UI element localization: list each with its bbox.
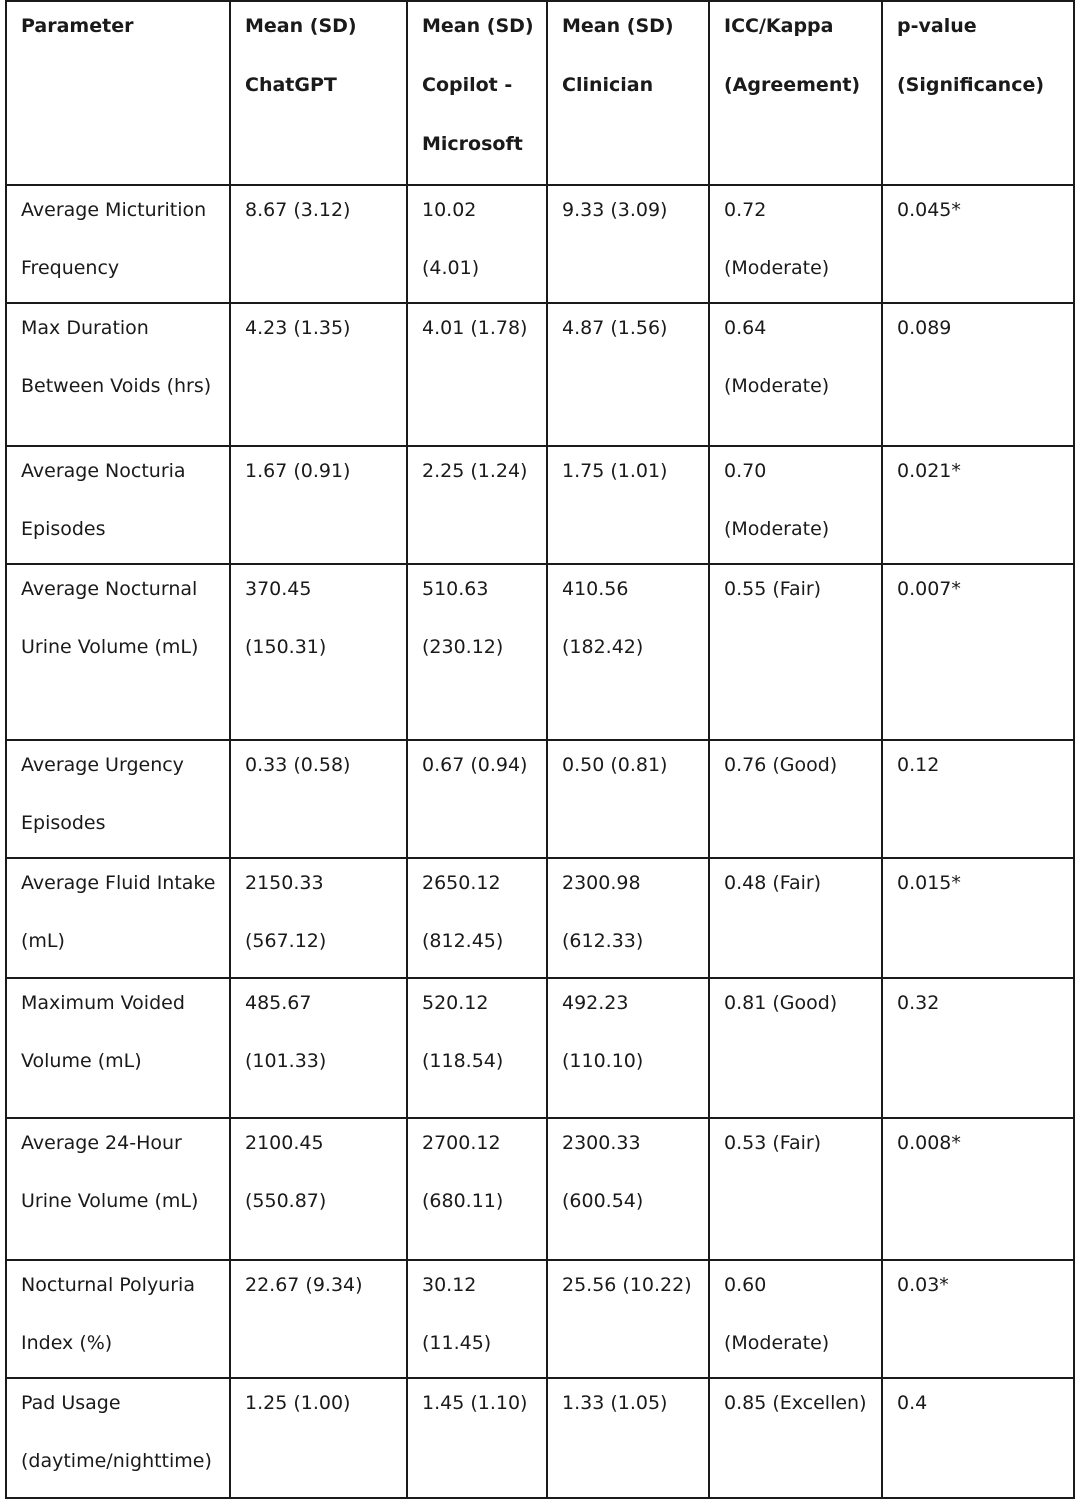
cell-agreement (709, 446, 882, 564)
cell-agreement (709, 740, 882, 858)
cell-copilot (407, 978, 547, 1118)
cell-text: 2100.45 (550.87) (245, 1132, 327, 1212)
cell-agreement (709, 303, 882, 446)
cell-chatgpt (230, 978, 407, 1118)
cell-p-value (882, 446, 1074, 564)
cell-parameter (6, 1118, 230, 1260)
cell-text: 0.03* (897, 1274, 949, 1296)
cell-text: 0.55 (Fair) (724, 578, 822, 600)
cell-chatgpt (230, 1260, 407, 1378)
cell-text: 0.045* (897, 199, 961, 221)
table-row (6, 858, 1074, 978)
cell-copilot (407, 564, 547, 740)
cell-clinician (547, 185, 709, 303)
cell-text: 9.33 (3.09) (562, 199, 668, 221)
cell-p-value (882, 1378, 1074, 1498)
table-row (6, 446, 1074, 564)
cell-text: 0.53 (Fair) (724, 1132, 822, 1154)
cell-parameter (6, 303, 230, 446)
cell-text: 0.85 (Excellen) (724, 1392, 867, 1414)
cell-text: 10.02 (4.01) (422, 199, 480, 279)
cell-chatgpt (230, 185, 407, 303)
header-copilot (407, 1, 547, 185)
cell-text: Pad Usage (daytime/nighttime) (21, 1392, 212, 1472)
cell-agreement (709, 1260, 882, 1378)
cell-text: 1.75 (1.01) (562, 460, 668, 482)
cell-text: Max Duration Between Voids (hrs) (21, 317, 212, 397)
cell-text: 0.4 (897, 1392, 928, 1414)
cell-parameter (6, 185, 230, 303)
cell-parameter (6, 446, 230, 564)
cell-text: 485.67 (101.33) (245, 992, 327, 1072)
cell-text: 0.33 (0.58) (245, 754, 351, 776)
cell-text: 0.81 (Good) (724, 992, 838, 1014)
header-clinician-text: Mean (SD) Clinician (562, 15, 674, 96)
cell-text: 492.23 (110.10) (562, 992, 644, 1072)
cell-copilot (407, 858, 547, 978)
cell-parameter (6, 740, 230, 858)
header-chatgpt-text: Mean (SD) ChatGPT (245, 15, 357, 96)
cell-text: 1.67 (0.91) (245, 460, 351, 482)
cell-copilot (407, 185, 547, 303)
cell-copilot (407, 1118, 547, 1260)
header-agreement-text: ICC/Kappa (Agreement) (724, 15, 861, 96)
cell-parameter (6, 564, 230, 740)
cell-agreement (709, 564, 882, 740)
cell-clinician (547, 303, 709, 446)
cell-text: Average Micturition Frequency (21, 199, 207, 279)
cell-text: 0.008* (897, 1132, 961, 1154)
cell-p-value (882, 1118, 1074, 1260)
cell-chatgpt (230, 858, 407, 978)
cell-parameter (6, 978, 230, 1118)
cell-text: 0.67 (0.94) (422, 754, 528, 776)
results-table (5, 0, 1075, 1499)
table-row (6, 1118, 1074, 1260)
cell-parameter (6, 1260, 230, 1378)
header-agreement (709, 1, 882, 185)
header-parameter (6, 1, 230, 185)
cell-chatgpt (230, 740, 407, 858)
table-row (6, 978, 1074, 1118)
header-clinician (547, 1, 709, 185)
cell-text: 370.45 (150.31) (245, 578, 327, 658)
table-row (6, 303, 1074, 446)
cell-agreement (709, 858, 882, 978)
cell-parameter (6, 858, 230, 978)
header-p-value (882, 1, 1074, 185)
cell-p-value (882, 185, 1074, 303)
cell-text: 2300.33 (600.54) (562, 1132, 644, 1212)
cell-text: 1.45 (1.10) (422, 1392, 528, 1414)
cell-p-value (882, 564, 1074, 740)
cell-text: 4.87 (1.56) (562, 317, 668, 339)
cell-clinician (547, 1378, 709, 1498)
cell-p-value (882, 858, 1074, 978)
cell-text: Average Nocturnal Urine Volume (mL) (21, 578, 199, 658)
header-row (6, 1, 1074, 185)
cell-text: 8.67 (3.12) (245, 199, 351, 221)
cell-text: 0.015* (897, 872, 961, 894)
cell-text: 410.56 (182.42) (562, 578, 644, 658)
cell-chatgpt (230, 1118, 407, 1260)
cell-text: 2150.33 (567.12) (245, 872, 327, 952)
cell-clinician (547, 446, 709, 564)
cell-text: 4.23 (1.35) (245, 317, 351, 339)
cell-text: 0.021* (897, 460, 961, 482)
cell-text: 0.089 (897, 317, 952, 339)
cell-text: 2650.12 (812.45) (422, 872, 504, 952)
cell-clinician (547, 1118, 709, 1260)
cell-p-value (882, 740, 1074, 858)
cell-text: 1.33 (1.05) (562, 1392, 668, 1414)
cell-text: 0.12 (897, 754, 940, 776)
header-copilot-text: Mean (SD) Copilot - Microsoft (422, 15, 534, 155)
cell-clinician (547, 978, 709, 1118)
cell-chatgpt (230, 446, 407, 564)
cell-text: 2300.98 (612.33) (562, 872, 644, 952)
cell-text: 22.67 (9.34) (245, 1274, 363, 1296)
cell-copilot (407, 1378, 547, 1498)
table-row (6, 740, 1074, 858)
cell-text: 0.48 (Fair) (724, 872, 822, 894)
cell-text: 0.50 (0.81) (562, 754, 668, 776)
header-parameter-text: Parameter (21, 15, 134, 37)
cell-text: 0.60 (Moderate) (724, 1274, 830, 1354)
cell-text: 0.72 (Moderate) (724, 199, 830, 279)
cell-chatgpt (230, 303, 407, 446)
cell-agreement (709, 978, 882, 1118)
cell-agreement (709, 185, 882, 303)
table-row (6, 185, 1074, 303)
cell-text: Nocturnal Polyuria Index (%) (21, 1274, 195, 1354)
cell-text: Maximum Voided Volume (mL) (21, 992, 185, 1072)
table-row (6, 1260, 1074, 1378)
cell-text: Average 24-Hour Urine Volume (mL) (21, 1132, 199, 1212)
cell-text: Average Urgency Episodes (21, 754, 184, 834)
cell-text: 0.64 (Moderate) (724, 317, 830, 397)
cell-text: 0.70 (Moderate) (724, 460, 830, 540)
cell-p-value (882, 978, 1074, 1118)
cell-clinician (547, 564, 709, 740)
cell-text: 510.63 (230.12) (422, 578, 504, 658)
table-row (6, 564, 1074, 740)
table-row (6, 1378, 1074, 1498)
cell-text: 0.007* (897, 578, 961, 600)
header-chatgpt (230, 1, 407, 185)
cell-text: 25.56 (10.22) (562, 1274, 692, 1296)
cell-text: 2.25 (1.24) (422, 460, 528, 482)
cell-clinician (547, 1260, 709, 1378)
cell-clinician (547, 740, 709, 858)
cell-chatgpt (230, 1378, 407, 1498)
cell-copilot (407, 446, 547, 564)
cell-text: 30.12 (11.45) (422, 1274, 492, 1354)
cell-copilot (407, 1260, 547, 1378)
cell-copilot (407, 740, 547, 858)
cell-text: 0.76 (Good) (724, 754, 838, 776)
cell-text: 520.12 (118.54) (422, 992, 504, 1072)
cell-text: 2700.12 (680.11) (422, 1132, 504, 1212)
cell-clinician (547, 858, 709, 978)
cell-text: 4.01 (1.78) (422, 317, 528, 339)
cell-text: Average Fluid Intake (mL) (21, 872, 216, 952)
cell-text: 1.25 (1.00) (245, 1392, 351, 1414)
cell-parameter (6, 1378, 230, 1498)
cell-chatgpt (230, 564, 407, 740)
cell-text: Average Nocturia Episodes (21, 460, 186, 540)
cell-agreement (709, 1118, 882, 1260)
cell-copilot (407, 303, 547, 446)
cell-agreement (709, 1378, 882, 1498)
cell-p-value (882, 1260, 1074, 1378)
cell-text: 0.32 (897, 992, 940, 1014)
cell-p-value (882, 303, 1074, 446)
header-p-value-text: p-value (Significance) (897, 15, 1045, 96)
